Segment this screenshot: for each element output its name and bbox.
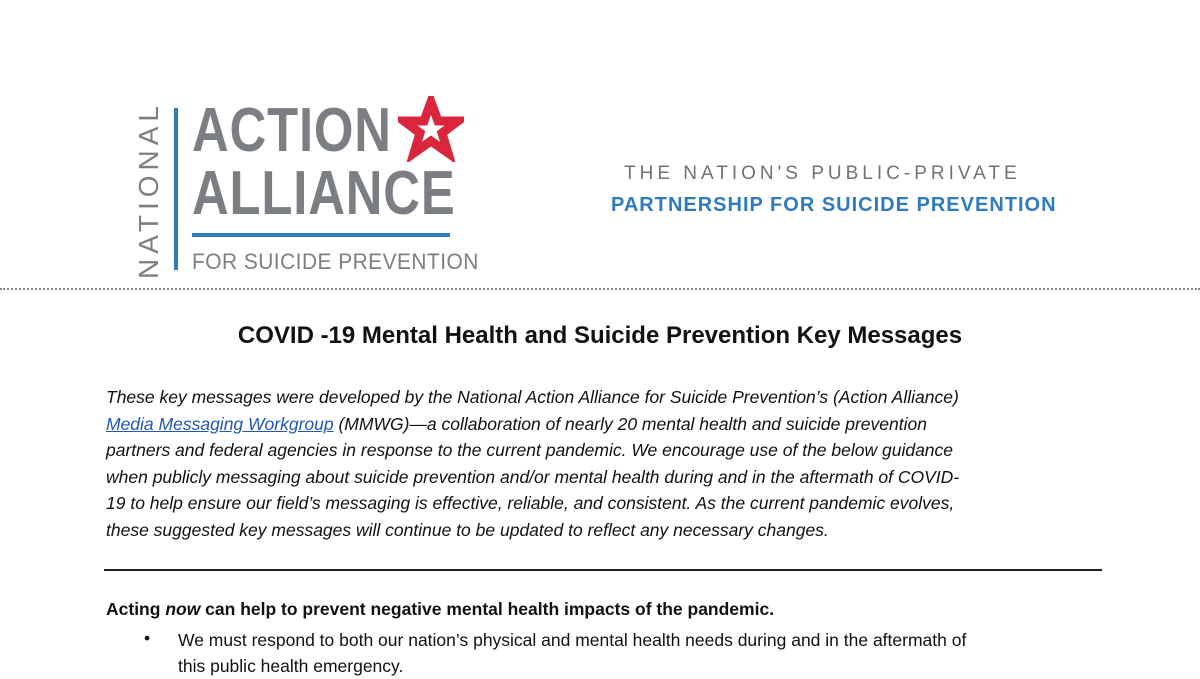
bullet-line: this public health emergency.	[178, 656, 404, 676]
intro-line: These key messages were developed by the National Action Alliance for Suicide Prevention’s (Action Alliance)	[106, 387, 959, 407]
media-messaging-workgroup-link[interactable]: Media Messaging Workgroup	[106, 413, 334, 434]
logo-vertical-text: NATIONAL	[133, 101, 164, 279]
intro-paragraph	[106, 384, 1106, 543]
header-divider	[0, 288, 1200, 290]
intro-line: when publicly messaging about suicide prevention and/or mental health during and in the aftermath of COVID-	[106, 466, 960, 487]
section-heading: Acting now can help to prevent negative mental health impacts of the pandemic.	[106, 599, 775, 619]
logo-action-text: ACTION	[192, 96, 392, 165]
intro-line: partners and federal agencies in response to the current pandemic. We encourage use of the below guidance	[106, 440, 954, 460]
logo-subtitle: FOR SUICIDE PREVENTION	[192, 249, 479, 274]
intro-line-rest: (MMWG)—a collaboration of nearly 20 mental health and suicide prevention	[333, 413, 927, 434]
heading-emphasis: now	[165, 599, 201, 619]
intro-line	[106, 411, 1106, 438]
tagline-line-2: PARTNERSHIP FOR SUICIDE PREVENTION	[611, 194, 1057, 216]
document-title: COVID -19 Mental Health and Suicide Prevention Key Messages	[237, 322, 963, 349]
tagline-line-1: THE NATION'S PUBLIC-PRIVATE	[624, 163, 1021, 184]
logo-divider-bar	[174, 108, 178, 270]
logo-underline	[192, 233, 450, 237]
bullet-line: We must respond to both our nation’s physical and mental health needs during and in the aftermath of	[178, 630, 967, 650]
section-rule	[104, 569, 1102, 571]
intro-line: these suggested key messages will continue to be updated to reflect any necessary changes.	[106, 519, 829, 540]
logo-alliance-text: ALLIANCE	[192, 159, 456, 228]
bullet-marker: •	[144, 628, 151, 648]
bullet-item	[178, 627, 1098, 679]
intro-line: 19 to help ensure our field’s messaging is effective, reliable, and consistent. As the current pandemic evolves,	[106, 493, 955, 513]
star-ribbon-icon	[398, 96, 464, 162]
